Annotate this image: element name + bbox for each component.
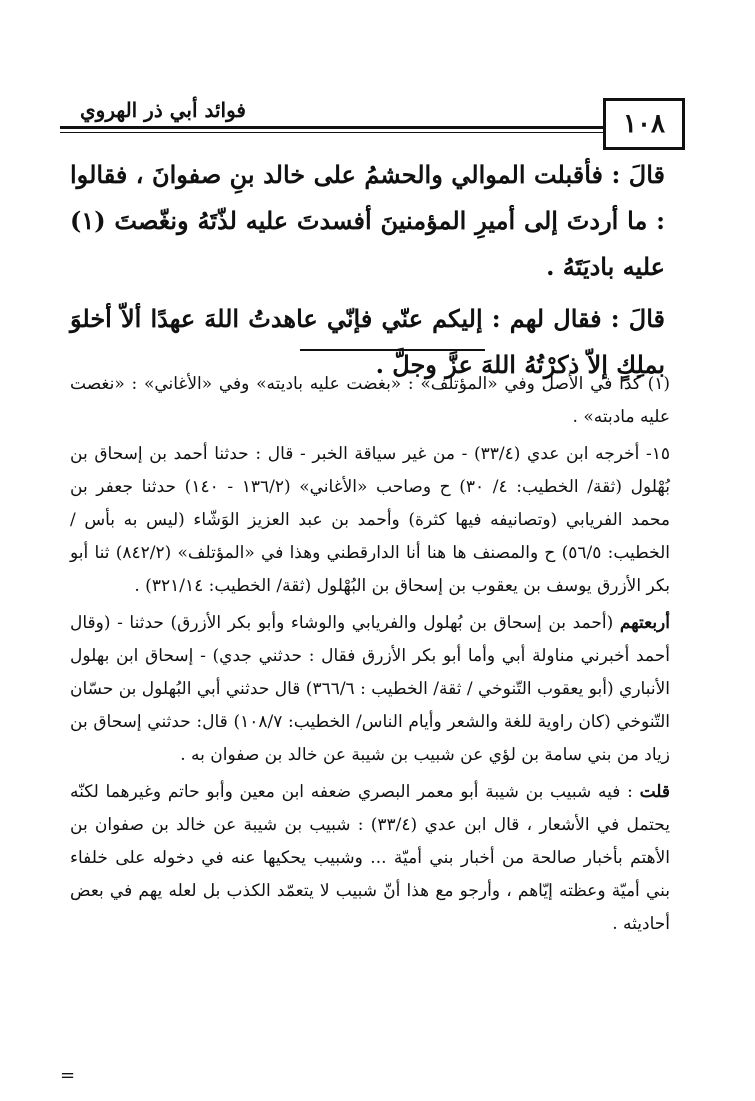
main-text [70, 152, 665, 394]
note-lead-qultu: قلت [639, 782, 671, 802]
header-rule-thin [60, 132, 605, 133]
note-lead-arbaatuhum: أربعتهم [619, 613, 670, 633]
header-rule [60, 126, 605, 129]
footnote-1: (١) كذا في الأصل وفي «المؤتلف» : «بغضت عليه باديته» وفي «الأغاني» : «نغصت عليه مادبته» . [70, 374, 670, 427]
note-qultu [70, 776, 670, 941]
note-text-qultu: : فيه شبيب بن شيبة أبو معمر البصري ضعفه ابن معين وأبو حاتم وغيرهما لكنّه يحتمل في الأشعار ، قال ابن عدي (٣٣/٤) : شبيب بن شيبة عن خالد بن صفوان بن الأهتم بأخبار صالحة من أخبار بني أميّة ... وشبيب يحكيها عنه في دخوله على خلفاء بني أميّة وعظته إيّاهم ، وأرجو مع هذا أنّ شبيب لا يتعمّد الكذب بل لعله يهم في بعض أحاديثه . [70, 782, 670, 934]
note-15: ١٥- أخرجه ابن عدي (٣٣/٤) - من غير سياقة الخبر - قال : حدثنا أحمد بن إسحاق بن بُهْلول (ثقة/ الخطيب: ٤/ ٣٠) ح وصاحب «الأغاني» (١٣٦/٢ - ١٤٠) حدثنا جعفر بن محمد الفريابي (وتصانيفه فيها كثرة) وأحمد بن عبد العزيز الوَشّاء (ليس به بأس / الخطيب: ٥٦/٥) ح والمصنف ها هنا أنا الدارقطني وهذا في «المؤتلف» (٨٤٢/٢) ثنا أبو بكر الأزرق يوسف بن يعقوب بن إسحاق بن البُهْلول (ثقة/ الخطيب: ٣٢١/١٤) . [70, 444, 671, 596]
running-title: فوائد أبي ذر الهروي [80, 98, 246, 122]
notes-section [70, 368, 670, 945]
footnote-separator [300, 349, 485, 351]
page-header [60, 92, 685, 144]
note-text-arbaatuhum: (أحمد بن إسحاق بن بُهلول والفريابي والوشاء وأبو بكر الأزرق) حدثنا - (وقال أحمد أخبرني مناولة أبي وأما أبو بكر الأزرق فقال : حدثني جدي) - إسحاق ابن بهلول الأنباري (أبو يعقوب التّنوخي / ثقة/ الخطيب : ٣٦٦/٦) قال حدثني أبي البُهلول بن حسّان التّنوخي (كان راوية للغة والشعر وأيام الناس/ الخطيب: ١٠٨/٧) قال: حدثني إسحاق بن زياد من بني سامة بن لؤي عن شبيب بن شيبة عن خالد بن صفوان به . [69, 613, 670, 765]
page-number: ١٠٨ [603, 98, 685, 150]
main-paragraph-1: قالَ : فأقبلت الموالي والحشمُ على خالد بنِ صفوانَ ، فقالوا : ما أردتَ إلى أميرِ المؤمنينَ أفسدتَ عليه لذّتَهُ ونغّصتَ (١) عليه باديَتَهُ . [70, 160, 665, 281]
edge-mark: = [60, 1065, 76, 1086]
note-arbaatuhum [70, 607, 670, 772]
main-paragraph-2: قالَ : فقال لهم : إليكم عنّي فإنّي عاهدتُ اللهَ عهدًا ألاّ أخلوَ بملِكٍ إلاّ ذكرْتُهُ اللهَ عزَّ وجلَّ . [70, 304, 665, 379]
